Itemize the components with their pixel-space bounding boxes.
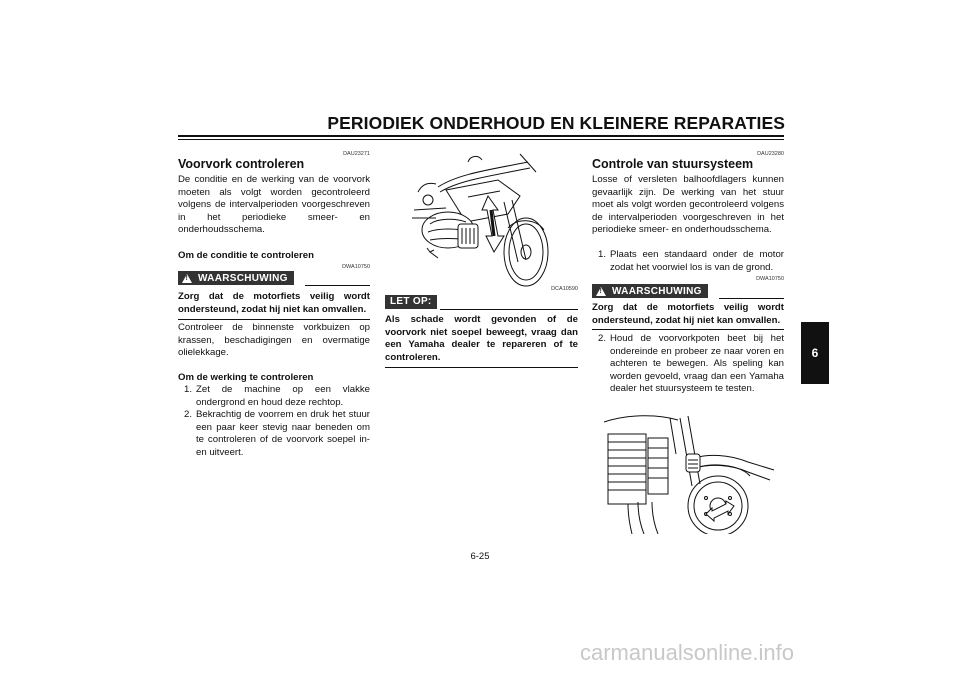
section-code: DAU23280 xyxy=(757,151,784,157)
notice-badge: LET OP: xyxy=(385,295,437,309)
warning-code: DWA10750 xyxy=(756,276,784,282)
warning-rule xyxy=(305,285,370,286)
warning-badge: ! WAARSCHUWING xyxy=(178,271,294,285)
warning-end-rule xyxy=(592,329,784,330)
subheading-condition: Om de conditie te controleren xyxy=(178,250,314,261)
page-number: 6-25 xyxy=(470,551,490,562)
section-heading: Controle van stuursysteem xyxy=(592,157,754,171)
operation-steps xyxy=(178,384,370,460)
page-title: PERIODIEK ONDERHOUD EN KLEINERE REPARATIES xyxy=(327,113,785,133)
warning-end-rule xyxy=(178,319,370,320)
header-rule-thin xyxy=(178,139,784,140)
list-item: 1. Zet de machine op een vlakke ondergrond en houd deze rechtop. xyxy=(183,384,370,408)
condition-text: Controleer de binnenste vorkbuizen op krassen, beschadigingen en overmatige olielekkage. xyxy=(178,322,370,359)
steering-step-1 xyxy=(592,249,784,274)
notice-code: DCA10590 xyxy=(551,286,578,292)
subheading-operation: Om de werking te controleren xyxy=(178,372,314,383)
warning-text: Zorg dat de motorfiets veilig wordt ondersteund, zodat hij niet kan omvallen. xyxy=(178,291,370,315)
notice-end-rule xyxy=(385,367,578,368)
warning-code: DWA10750 xyxy=(342,264,370,270)
warning-rule xyxy=(719,298,784,299)
chapter-tab: 6 xyxy=(801,322,829,384)
section-intro: Losse of versleten balhoofdlagers kunnen gevaarlijk zijn. De werking van het stuur moet als volgt worden gecontroleerd volgens de intervalperioden voorgeschreven in het periodieke smeer- en onderhoudsschema. xyxy=(592,174,784,236)
notice-text: Als schade wordt gevonden of de voorvork niet soepel beweegt, vraag dan een Yamaha dealer te repareren of te controleren. xyxy=(385,314,578,363)
list-item: 2. Bekrachtig de voorrem en druk het stuur een paar keer stevig naar beneden om te controleren of de voorvork soepel in- en uitveert. xyxy=(183,409,370,458)
notice-rule xyxy=(440,309,578,310)
steering-step-2 xyxy=(592,333,784,396)
warning-badge: ! WAARSCHUWING xyxy=(592,284,708,298)
list-item: 2. Houd de voorvorkpoten beet bij het ondereinde en probeer ze naar voren en achteren te bewegen. Als speling kan worden gevoeld, vraag dan een Yamaha dealer het stuursysteem te testen. xyxy=(597,333,784,395)
warning-icon: ! xyxy=(596,287,606,296)
warning-icon: ! xyxy=(182,274,192,283)
list-item: 1. Plaats een standaard onder de motor zodat het voorwiel los is van de grond. xyxy=(597,249,784,273)
header-rule xyxy=(178,135,784,137)
front-fork-illustration xyxy=(408,152,558,287)
section-intro: De conditie en de werking van de voorvork moeten als volgt worden gecontroleerd volgens de intervalperioden voorgeschreven in het periodieke smeer- en onderhoudsschema. xyxy=(178,174,370,236)
section-code: DAU23271 xyxy=(343,151,370,157)
section-heading: Voorvork controleren xyxy=(178,157,305,171)
steering-check-illustration xyxy=(598,414,784,534)
warning-text: Zorg dat de motorfiets veilig wordt ondersteund, zodat hij niet kan omvallen. xyxy=(592,302,784,326)
watermark: carmanualsonline.info xyxy=(580,640,795,665)
